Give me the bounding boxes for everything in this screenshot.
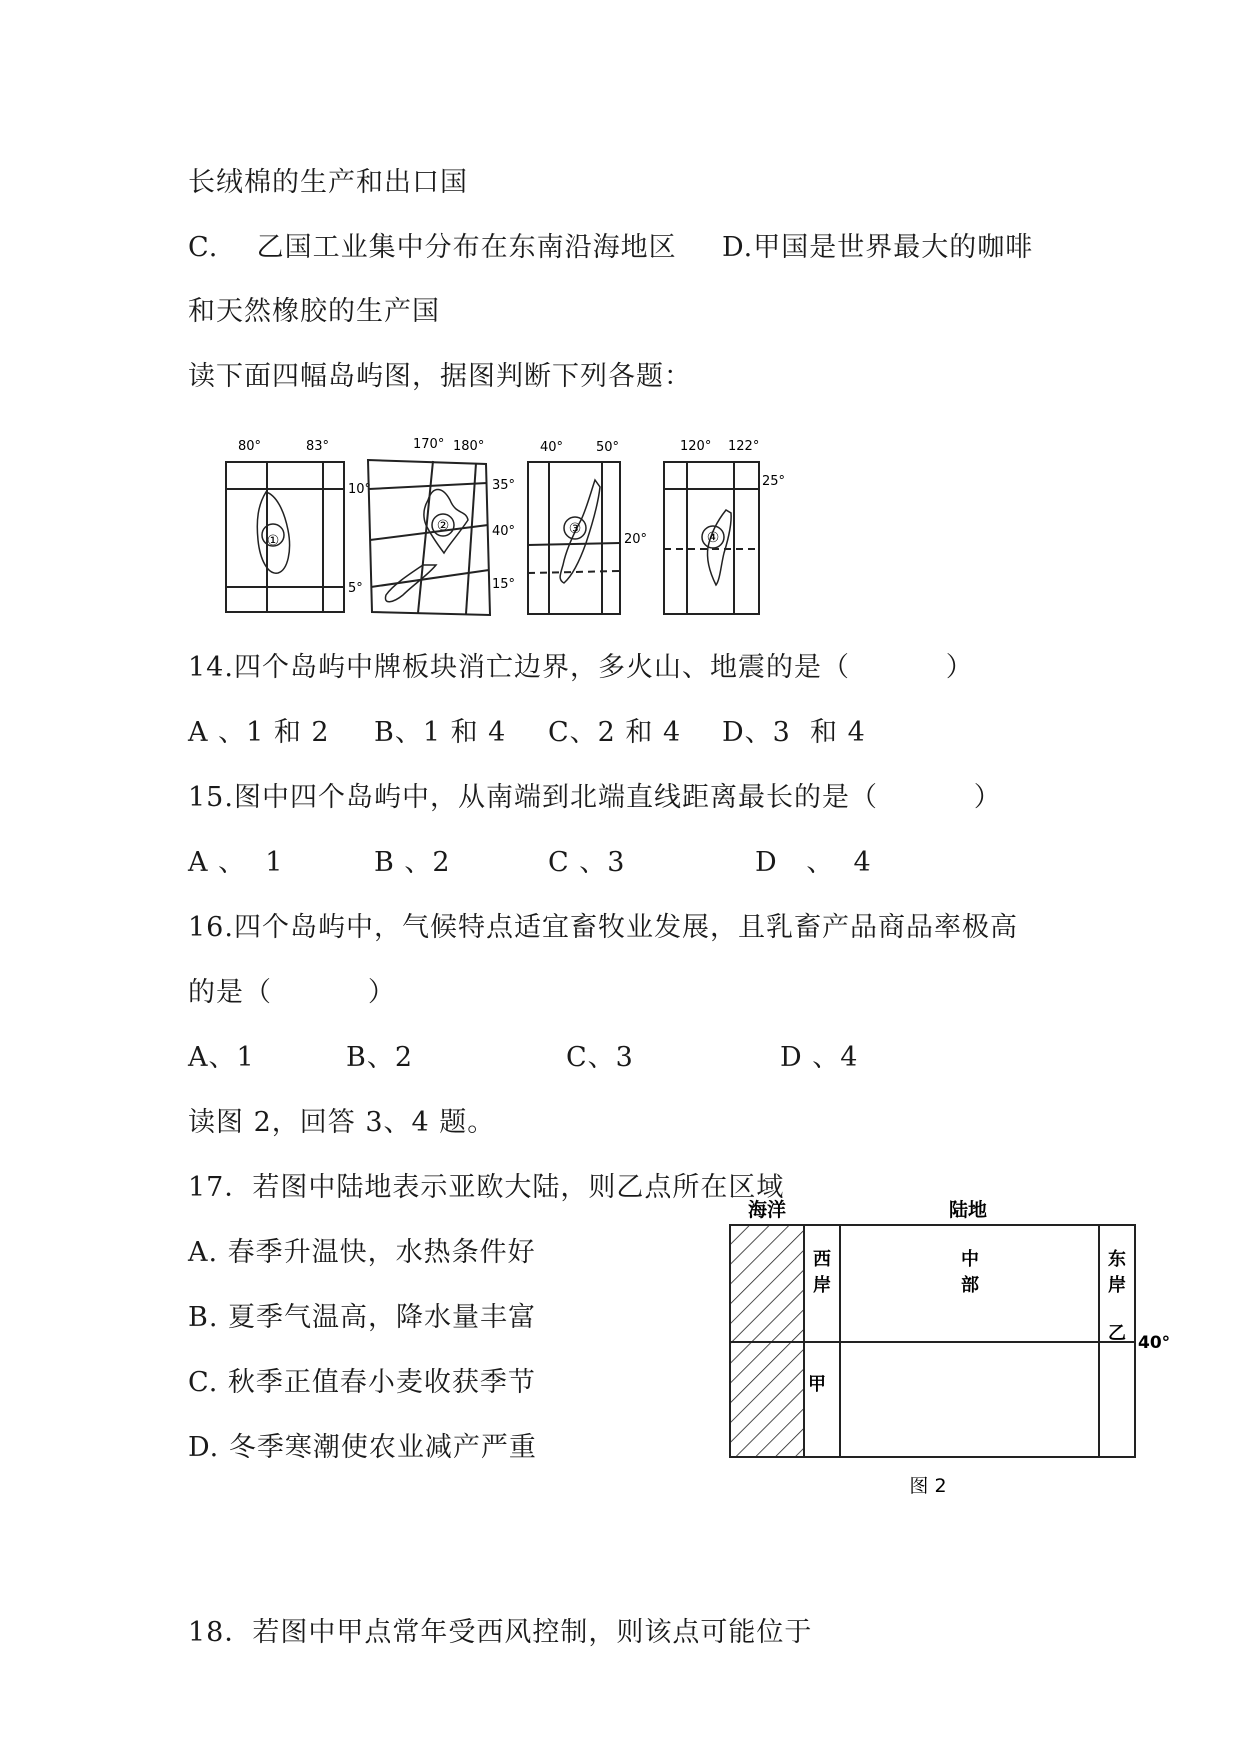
lat-label: 10° — [348, 482, 372, 497]
q14-option-c: C、2 和 4 — [548, 717, 682, 748]
q16-option-b: B、2 — [346, 1042, 414, 1073]
island-maps-svg — [188, 425, 848, 620]
question-17: 17．若图中陆地表示亚欧大陆，则乙点所在区域 — [188, 1172, 785, 1203]
q14-option-a: A 、1 和 2 — [188, 717, 330, 748]
question-16: 16.四个岛屿中，气候特点适宜畜牧业发展，且乳畜产品商品率极高 — [188, 912, 1018, 943]
q17-option-c: C. 秋季正值春小麦收获季节 — [188, 1367, 536, 1398]
text-line: 和天然橡胶的生产国 — [188, 296, 440, 327]
lat-label: 5° — [348, 581, 363, 596]
island-map-3 — [528, 462, 620, 614]
q15-option-b: B 、2 — [374, 847, 451, 878]
island-map-2 — [368, 460, 490, 615]
q16-option-c: C、3 — [566, 1042, 634, 1073]
lat-label: 35° — [492, 478, 516, 493]
lat-label: 15° — [492, 577, 516, 592]
island-label-2: ② — [436, 518, 450, 534]
island-label-3: ③ — [568, 521, 582, 537]
lon-label: 83° — [306, 439, 330, 454]
question-18: 18．若图中甲点常年受西风控制，则该点可能位于 — [188, 1617, 813, 1648]
island-map-1 — [226, 462, 344, 612]
figure-2 — [700, 1195, 1171, 1515]
lat-40-label: 40° — [1138, 1333, 1171, 1353]
east-coast-label-1: 东 — [1108, 1249, 1126, 1270]
question-15: 15.图中四个岛屿中，从南端到北端直线距离最长的是（ ） — [188, 782, 1002, 813]
q15-option-c: C 、3 — [548, 847, 626, 878]
island-maps-figure — [188, 425, 848, 620]
ocean-label: 海洋 — [747, 1199, 787, 1221]
island-label-1: ① — [266, 533, 280, 549]
question-14: 14.四个岛屿中牌板块消亡边界，多火山、地震的是（ ） — [188, 652, 974, 683]
point-yi-label: 乙 — [1108, 1323, 1126, 1344]
q17-option-b: B. 夏季气温高，降水量丰富 — [188, 1302, 537, 1333]
lat-label: 20° — [624, 532, 648, 547]
figure-2-svg — [700, 1195, 1171, 1515]
q17-option-a: A. 春季升温快，水热条件好 — [188, 1237, 536, 1268]
lon-label: 120° — [680, 439, 712, 454]
q16-option-a: A、1 — [188, 1042, 255, 1073]
text-line: 长绒棉的生产和出口国 — [188, 167, 468, 198]
point-jia-label: 甲 — [808, 1374, 826, 1395]
lon-label: 80° — [238, 439, 262, 454]
lat-label: 40° — [492, 524, 516, 539]
option-c-text: C. 乙国工业集中分布在东南沿海地区 — [188, 232, 677, 263]
center-label-2: 部 — [961, 1275, 979, 1296]
lon-label: 170° — [413, 437, 445, 452]
q14-option-b: B、1 和 4 — [374, 717, 507, 748]
figure-2-caption: 图 2 — [909, 1475, 947, 1497]
q17-option-d: D. 冬季寒潮使农业减产严重 — [188, 1432, 537, 1463]
instruction-text: 读下面四幅岛屿图，据图判断下列各题： — [188, 361, 692, 392]
west-coast-label-2: 岸 — [813, 1275, 831, 1296]
island-label-4: ④ — [706, 530, 720, 546]
lon-label: 50° — [596, 440, 620, 455]
east-coast-label-2: 岸 — [1108, 1275, 1126, 1296]
q16-option-d: D 、4 — [780, 1042, 859, 1073]
option-d-text: D.甲国是世界最大的咖啡 — [722, 232, 1034, 263]
q14-option-d: D、3 和 4 — [722, 717, 866, 748]
lon-label: 122° — [728, 439, 760, 454]
instruction-text: 读图 2，回答 3、4 题。 — [188, 1107, 496, 1138]
question-16-cont: 的是（ ） — [188, 977, 396, 1008]
west-coast-label-1: 西 — [813, 1249, 831, 1270]
lon-label: 40° — [540, 440, 564, 455]
lon-label: 180° — [453, 439, 485, 454]
lat-label: 25° — [762, 474, 786, 489]
center-label-1: 中 — [961, 1249, 979, 1270]
q15-option-a: A 、 1 — [188, 847, 284, 878]
land-label: 陆地 — [948, 1199, 988, 1221]
q15-option-d: D 、 4 — [755, 847, 872, 878]
